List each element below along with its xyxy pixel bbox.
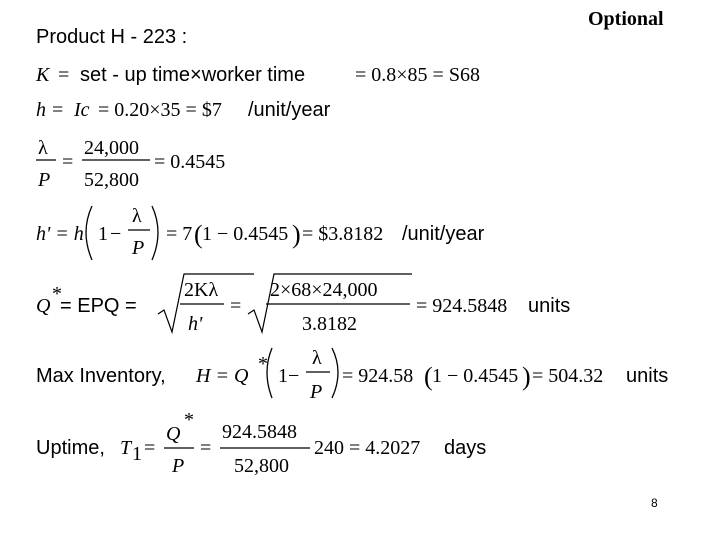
hprime-one: 1 bbox=[98, 223, 108, 245]
epq-den2: 3.8182 bbox=[302, 313, 357, 335]
k-value: = 0.8×85 = S68 bbox=[355, 64, 480, 86]
uptime-p: P bbox=[172, 455, 185, 477]
ratio-denominator: 52,800 bbox=[84, 169, 139, 191]
h-unit: /unit/year bbox=[248, 99, 331, 121]
maxinv-right-paren bbox=[332, 348, 338, 398]
h-value: = 0.20×35 = $7 bbox=[98, 99, 222, 121]
maxinv-equation bbox=[36, 347, 668, 403]
optional-tag: Optional bbox=[588, 8, 664, 30]
hprime-inner-right-paren: ) bbox=[292, 220, 301, 249]
maxinv-inner-left-paren: ( bbox=[424, 362, 433, 391]
maxinv-value: = 504.32 bbox=[532, 365, 604, 387]
uptime-equals: = bbox=[144, 437, 156, 459]
hprime-minus: − bbox=[110, 223, 122, 245]
uptime-t: T bbox=[120, 437, 132, 459]
uptime-star: * bbox=[184, 409, 194, 431]
hprime-lambda: λ bbox=[132, 205, 142, 227]
ratio-equals: = bbox=[62, 151, 74, 173]
uptime-subscript: 1 bbox=[132, 443, 142, 465]
hprime-p: P bbox=[132, 237, 145, 259]
maxinv-inner: 1 − 0.4545 bbox=[432, 365, 519, 387]
epq-num1: 2Kλ bbox=[184, 279, 219, 301]
uptime-label: Uptime, bbox=[36, 437, 105, 459]
hprime-value: = $3.8182 bbox=[302, 223, 384, 245]
page-number: 8 bbox=[651, 496, 658, 510]
uptime-den: 52,800 bbox=[234, 455, 289, 477]
uptime-unit: days bbox=[444, 437, 487, 459]
maxinv-star: * bbox=[258, 353, 268, 375]
epq-equals: = bbox=[230, 295, 242, 317]
ratio-value: = 0.4545 bbox=[154, 151, 226, 173]
uptime-q: Q bbox=[166, 423, 181, 445]
uptime-equals2: = bbox=[200, 437, 212, 459]
ratio-lambda: λ bbox=[38, 137, 48, 159]
hprime-left-paren bbox=[86, 206, 92, 260]
epq-num2: 2×68×24,000 bbox=[270, 279, 378, 301]
k-equation bbox=[35, 64, 480, 86]
epq-unit: units bbox=[528, 295, 571, 317]
maxinv-unit: units bbox=[626, 365, 669, 387]
epq-value: = 924.5848 bbox=[416, 295, 508, 317]
k-description: set - up time×worker time bbox=[80, 64, 306, 86]
epq-q: Q bbox=[36, 295, 51, 317]
maxinv-lhs: H = Q bbox=[196, 365, 249, 387]
hprime-lhs: h' = h bbox=[36, 223, 84, 245]
hprime-inner-left-paren: ( bbox=[194, 220, 203, 249]
hprime-unit: /unit/year bbox=[402, 223, 485, 245]
slide-title: Product H - 223 : bbox=[36, 26, 188, 48]
uptime-num: 924.5848 bbox=[222, 421, 297, 443]
h-expression: Ic bbox=[74, 99, 90, 121]
epq-equation bbox=[36, 274, 570, 335]
epq-star: * bbox=[52, 283, 62, 305]
hprime-equals-seven: = 7 bbox=[166, 223, 193, 245]
maxinv-label: Max Inventory, bbox=[36, 365, 166, 387]
hprime-inner: 1 − 0.4545 bbox=[202, 223, 289, 245]
epq-label: = EPQ = bbox=[60, 295, 137, 317]
maxinv-lambda: λ bbox=[312, 347, 322, 369]
maxinv-p: P bbox=[310, 381, 323, 403]
hprime-equation bbox=[36, 205, 485, 260]
h-equation bbox=[36, 99, 331, 121]
h-equals: = bbox=[52, 99, 64, 121]
maxinv-inner-right-paren: ) bbox=[522, 362, 531, 391]
epq-den1: h' bbox=[188, 313, 203, 335]
h-variable: h bbox=[36, 99, 46, 121]
maxinv-equals: = 924.58 bbox=[342, 365, 414, 387]
uptime-value: 240 = 4.2027 bbox=[314, 437, 421, 459]
k-equals: = bbox=[58, 64, 70, 86]
k-variable: K bbox=[36, 64, 50, 86]
ratio-equation bbox=[36, 137, 225, 191]
ratio-numerator: 24,000 bbox=[84, 137, 139, 159]
uptime-equation bbox=[36, 409, 486, 477]
ratio-p: P bbox=[38, 169, 51, 191]
maxinv-one: 1− bbox=[278, 365, 300, 387]
hprime-right-paren bbox=[152, 206, 158, 260]
